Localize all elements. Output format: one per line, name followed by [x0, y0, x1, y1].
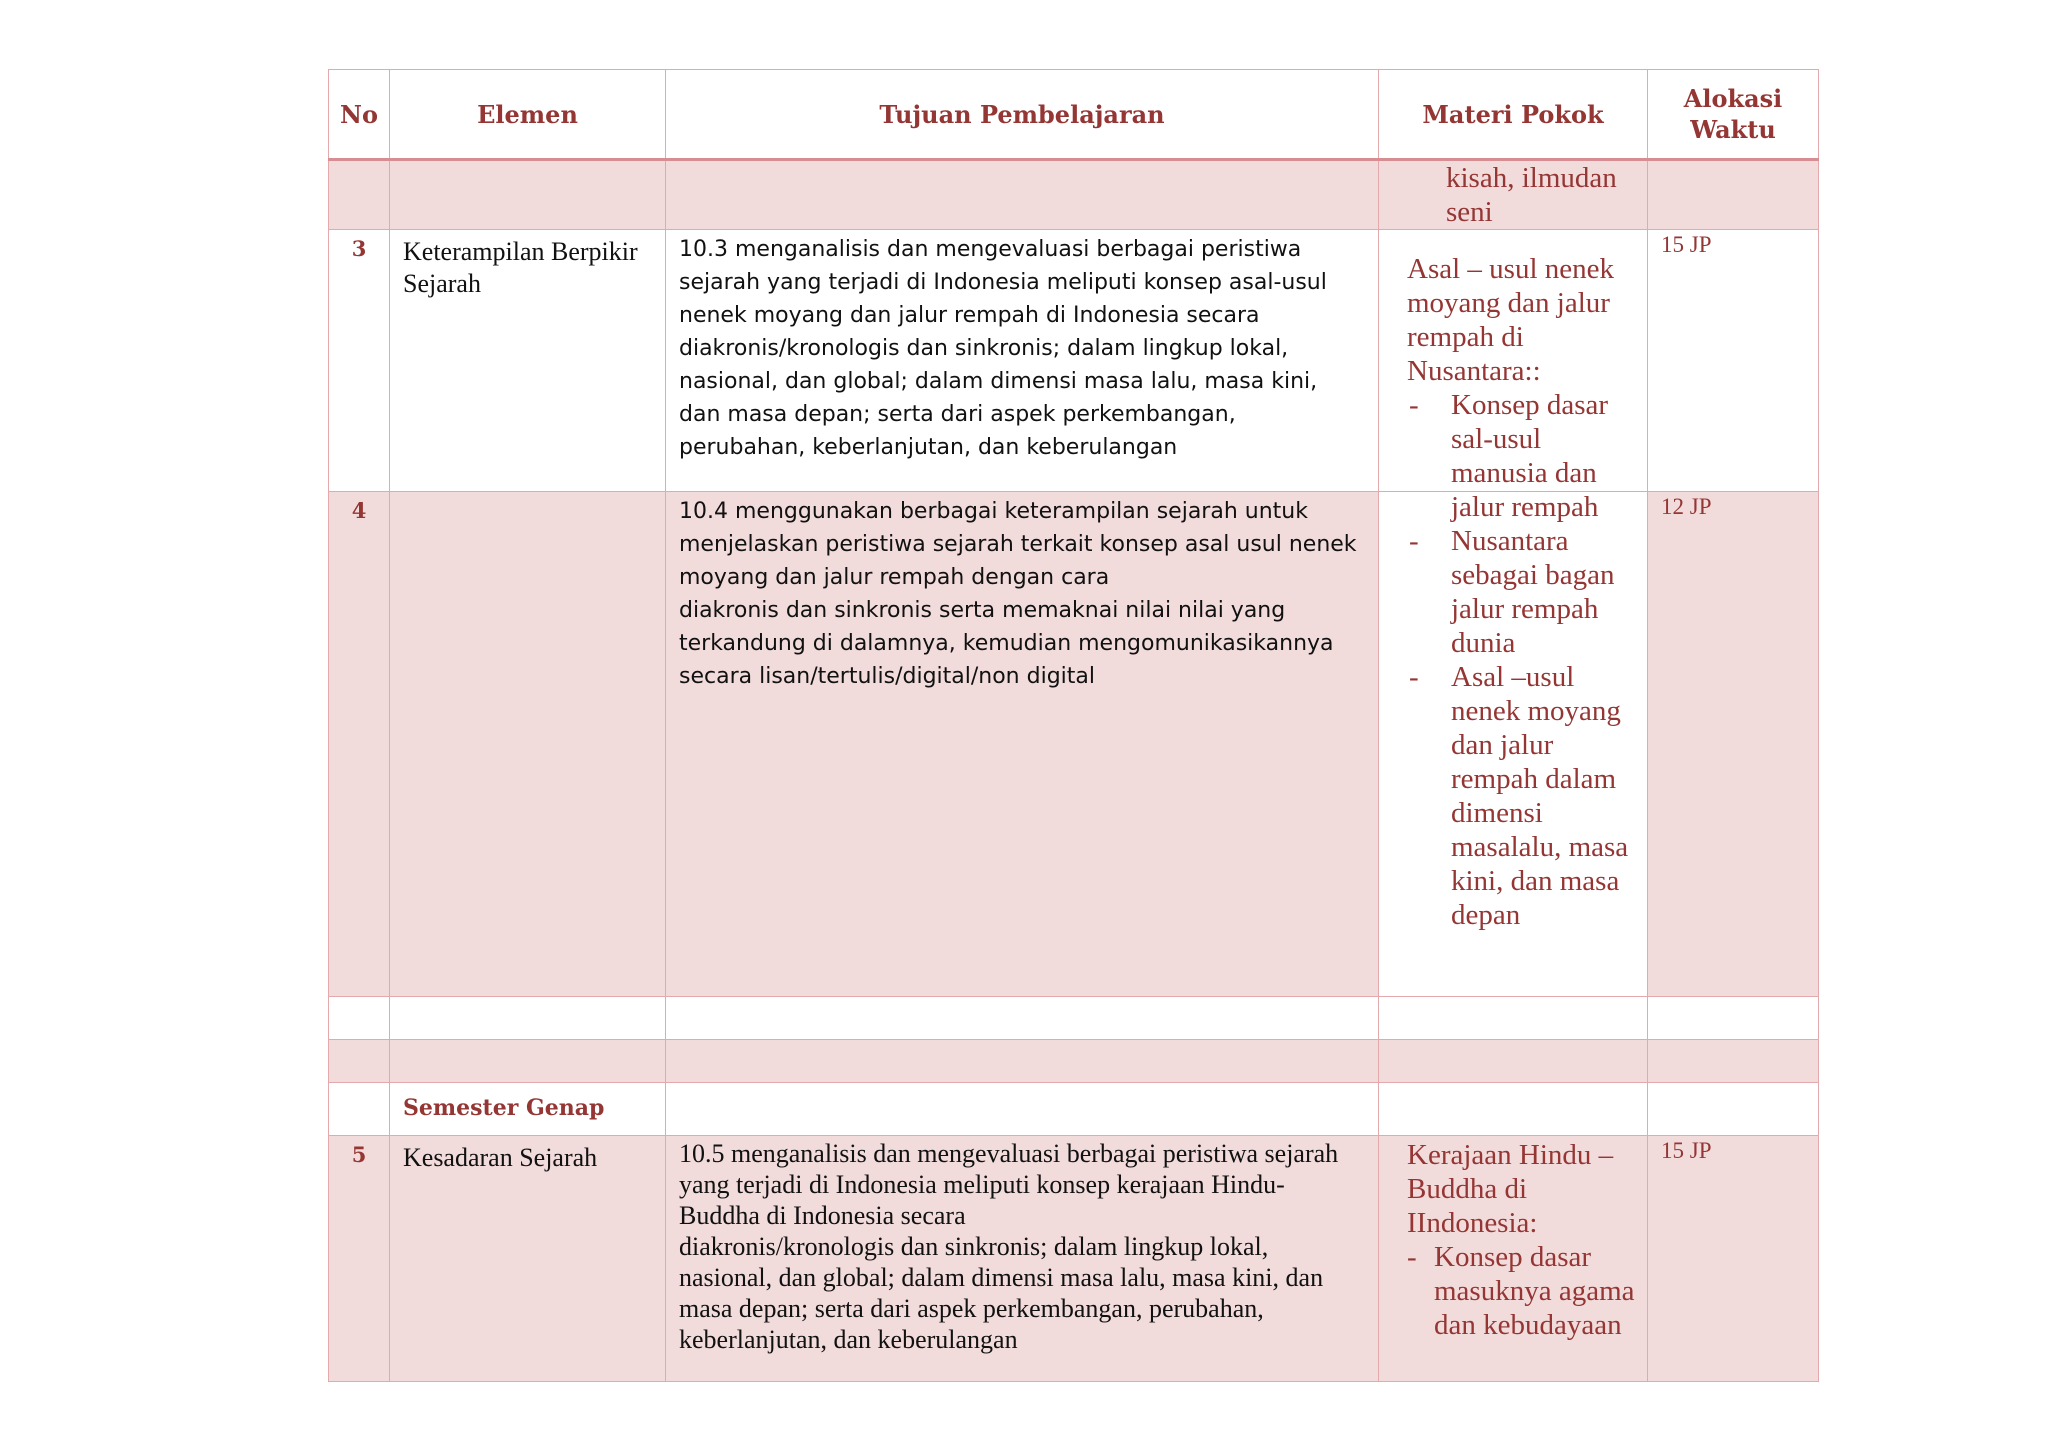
tujuan-text-part2: diakronis/kronologis dan sinkronis; dalam lingkup lokal, nasional, dan global; dalam dimensi masa lalu, masa kini, dan masa depan; serta dari aspek perkembangan, perubahan, keberlanjutan, dan keberulangan [679, 1232, 1324, 1354]
cell-no [329, 160, 390, 230]
materi-list-item [1380, 524, 1639, 660]
row-number: 4 [351, 498, 367, 523]
cell-empty [1379, 997, 1648, 1040]
materi-item-text: Asal –usul nenek moyang dan jalur rempah dalam dimensi masalalu, masa kini, dan masa depan [1451, 661, 1629, 931]
bullet-dash: - [1407, 1241, 1417, 1273]
header-alokasi [1648, 70, 1819, 160]
materi-group-1-title: Asal – usul nenek moyang dan jalur rempah di Nusantara:: [1407, 253, 1614, 387]
header-alokasi-line2: Waktu [1690, 115, 1776, 144]
table-row-continuation [329, 160, 1819, 230]
row-number: 3 [351, 236, 367, 261]
table-header-row [329, 70, 1819, 160]
tujuan-text: 10.3 menganalisis dan mengevaluasi berbagai peristiwa sejarah yang terjadi di Indonesia meliputi konsep asal-usul nenek moyang dan jalur rempah di Indonesia secara diakronis/kronologis dan sinkronis; dalam lingkup lokal, nasional, dan global; dalam dimensi masa lalu, masa kini, dan masa depan; serta dari aspek perkembangan, perubahan, keberlanjutan, dan keberulangan [679, 237, 1327, 460]
table-row-empty [329, 1040, 1819, 1083]
cell-no [329, 1136, 390, 1382]
cell-no [329, 1083, 390, 1136]
cell-alokasi [1648, 230, 1819, 492]
materi-group-1 [1380, 252, 1649, 932]
tujuan-text-part1: 10.5 menganalisis dan mengevaluasi berbagai peristiwa sejarah yang terjadi di Indonesia meliputi konsep kerajaan Hindu-Buddha di Indonesia secara [679, 1139, 1339, 1230]
cell-tujuan [666, 1083, 1379, 1136]
elemen-text: Keterampilan Berpikir Sejarah [403, 237, 638, 298]
cell-no [329, 230, 390, 492]
cell-tujuan [666, 160, 1379, 230]
tujuan-text-part1: 10.4 menggunakan berbagai keterampilan sejarah untuk menjelaskan peristiwa sejarah terkait konsep asal usul nenek moyang dan jalur rempah dengan cara [679, 499, 1357, 590]
tujuan-text-part2: diakronis dan sinkronis serta memaknai nilai nilai yang terkandung di dalamnya, kemudian mengomunikasikannya secara lisan/tertulis/digital/non digital [679, 598, 1334, 689]
materi-item-text: Konsep dasar sal-usul manusia dan jalur rempah [1451, 389, 1609, 523]
cell-empty [1648, 1040, 1819, 1083]
cell-alokasi [1648, 492, 1819, 997]
materi-continuation-line1: kisah, ilmudan [1446, 162, 1617, 194]
cell-elemen [390, 230, 666, 492]
header-tujuan: Tujuan Pembelajaran [666, 70, 1379, 160]
cell-empty [1648, 997, 1819, 1040]
alokasi-value: 12 JP [1661, 494, 1712, 519]
alokasi-value: 15 JP [1661, 232, 1712, 257]
cell-empty [666, 1040, 1379, 1083]
cell-alokasi [1648, 1136, 1819, 1382]
cell-elemen [390, 1136, 666, 1382]
row-number: 5 [351, 1142, 367, 1167]
materi-group-2-title: Kerajaan Hindu – Buddha di IIndonesia: [1407, 1139, 1614, 1239]
alokasi-value: 15 JP [1661, 1138, 1712, 1163]
bullet-dash: - [1409, 389, 1419, 421]
cell-empty [329, 997, 390, 1040]
cell-tujuan [666, 1136, 1379, 1382]
cell-elemen [390, 492, 666, 997]
cell-empty [1379, 1040, 1648, 1083]
materi-item-text: Konsep dasar masuknya agama dan kebudayaan [1434, 1241, 1635, 1341]
cell-empty [329, 1040, 390, 1083]
header-materi: Materi Pokok [1379, 70, 1648, 160]
materi-group-2-list [1380, 1240, 1639, 1342]
table-row-empty [329, 997, 1819, 1040]
cell-alokasi [1648, 1083, 1819, 1136]
cell-no [329, 492, 390, 997]
cell-materi [1379, 1083, 1648, 1136]
cell-empty [666, 997, 1379, 1040]
bullet-dash: - [1409, 525, 1419, 557]
bullet-dash: - [1409, 661, 1419, 693]
header-elemen: Elemen [390, 70, 666, 160]
materi-continuation-line2: seni [1446, 196, 1493, 228]
cell-materi [1379, 160, 1648, 230]
materi-list-item [1380, 1240, 1639, 1342]
cell-elemen [390, 1083, 666, 1136]
cell-tujuan [666, 230, 1379, 492]
elemen-text: Kesadaran Sejarah [403, 1143, 598, 1172]
cell-empty [390, 997, 666, 1040]
header-no: No [329, 70, 390, 160]
materi-group-1-list [1380, 388, 1639, 932]
cell-empty [390, 1040, 666, 1083]
cell-alokasi [1648, 160, 1819, 230]
semester-label: Semester Genap [403, 1095, 605, 1121]
materi-group-2 [1380, 1138, 1649, 1342]
table-row-semester [329, 1083, 1819, 1136]
materi-item-text: Nusantara sebagai bagan jalur rempah dunia [1451, 525, 1615, 659]
materi-list-item [1380, 388, 1639, 524]
cell-elemen [390, 160, 666, 230]
materi-list-item [1380, 660, 1639, 932]
header-alokasi-line1: Alokasi [1683, 84, 1783, 113]
cell-tujuan [666, 492, 1379, 997]
